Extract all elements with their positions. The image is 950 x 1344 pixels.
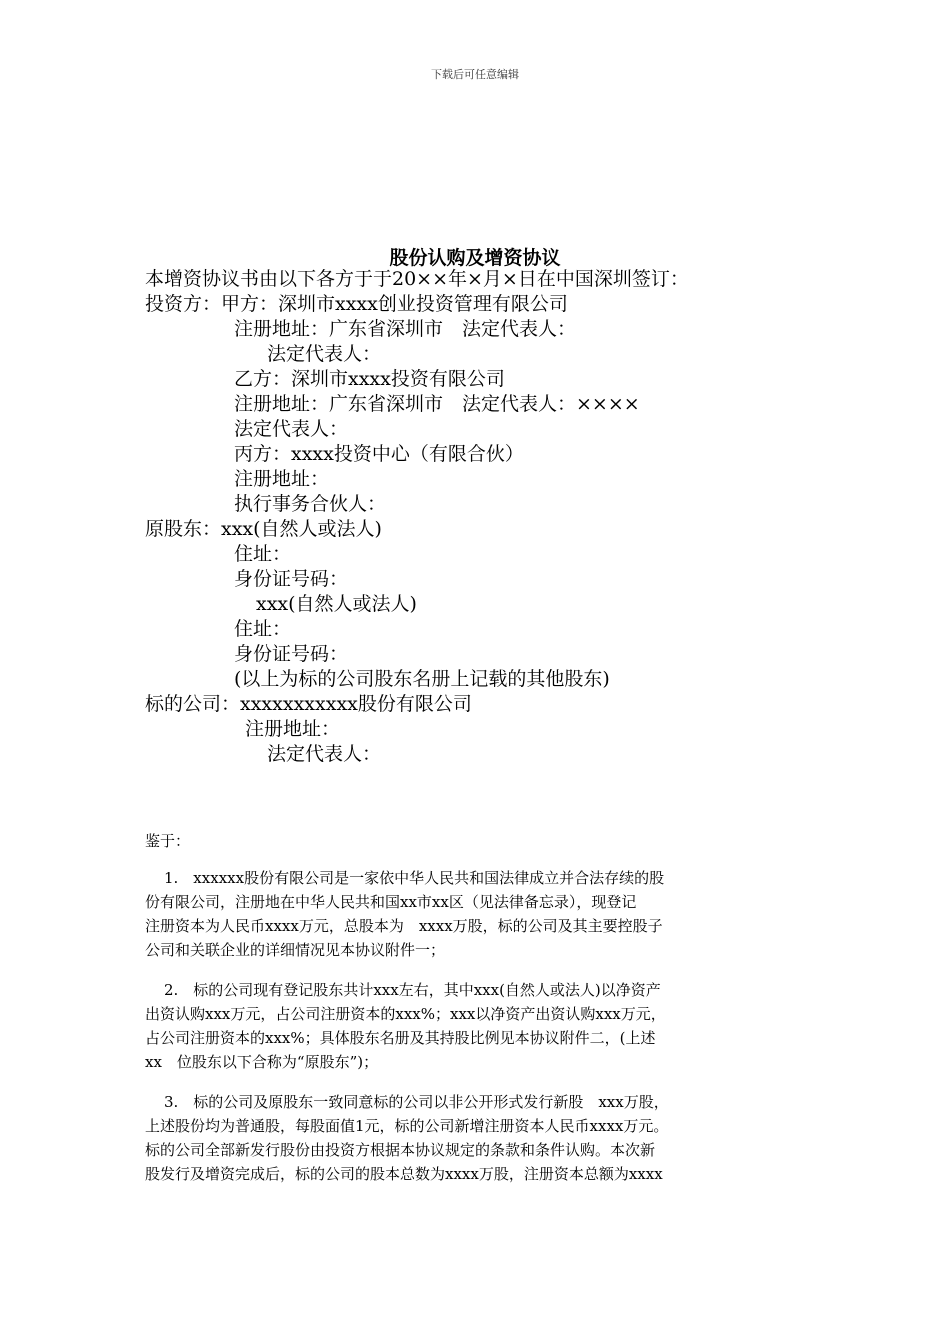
shareholder-2-id: 身份证号码： [234,643,349,665]
clause-line: 公司和关联企业的详细情况见本协议附件一； [145,941,446,959]
target-company-rep: 法定代表人： [267,743,382,765]
investor-c-line: 丙方：xxxx投资中心（有限合伙） [234,443,524,465]
investor-b-line: 乙方：深圳市xxxx投资有限公司 [234,368,505,390]
original-shareholder-line: 原股东：xxx(自然人或法人) [145,518,382,540]
target-company-line: 标的公司：xxxxxxxxxxx股份有限公司 [145,693,472,715]
investor-c-address: 注册地址： [234,468,330,490]
preamble-line: 本增资协议书由以下各方于于20××年×月×日在中国深圳签订： [145,268,689,290]
shareholder-address: 住址： [234,543,292,565]
clause-line: xx 位股东以下合称为“原股东”)； [145,1053,379,1071]
clause-line: 注册资本为人民币xxxx万元，总股本为 xxxx万股，标的公司及其主要控股子 [145,917,663,935]
shareholder-2-line: xxx(自然人或法人) [256,593,417,615]
clause-line: 3. 标的公司及原股东一致同意标的公司以非公开形式发行新股 xxx万股， [164,1093,669,1111]
document-title: 股份认购及增资协议 [389,247,561,269]
investor-b-address: 注册地址：广东省深圳市 法定代表人：×××× [234,393,640,415]
clause-line: 1. xxxxxx股份有限公司是一家依中华人民共和国法律成立并合法存续的股 [164,869,665,887]
whereas-label: 鉴于： [145,832,191,850]
page-header: 下载后可任意编辑 [431,68,519,81]
shareholder-id: 身份证号码： [234,568,349,590]
clause-line: 出资认购xxx万元，占公司注册资本的xxx%；xxx以净资产出资认购xxx万元， [145,1005,666,1023]
clause-line: 标的公司全部新发行股份由投资方根据本协议规定的条款和条件认购。本次新 [145,1141,656,1159]
investor-a-address: 注册地址：广东省深圳市 法定代表人： [234,318,577,340]
clause-line: 2. 标的公司现有登记股东共计xxx左右，其中xxx(自然人或法人)以净资产 [164,981,661,999]
clause-line: 股发行及增资完成后，标的公司的股本总数为xxxx万股，注册资本总额为xxxx [145,1165,663,1183]
clause-line: 份有限公司，注册地在中华人民共和国xx市xx区（见法律备忘录），现登记 [145,893,637,911]
target-company-address: 注册地址： [245,718,341,740]
investor-b-rep: 法定代表人： [234,418,349,440]
clause-line: 上述股份均为普通股，每股面值1元，标的公司新增注册资本人民币xxxx万元。 [145,1117,669,1135]
investor-a-line: 投资方：甲方：深圳市xxxx创业投资管理有限公司 [145,293,568,315]
investor-c-partner: 执行事务合伙人： [234,493,387,515]
clause-line: 占公司注册资本的xxx%；具体股东名册及其持股比例见本协议附件二，(上述 [145,1029,656,1047]
investor-a-rep: 法定代表人： [267,343,382,365]
shareholder-note: (以上为标的公司股东名册上记载的其他股东) [234,668,610,690]
shareholder-2-address: 住址： [234,618,292,640]
